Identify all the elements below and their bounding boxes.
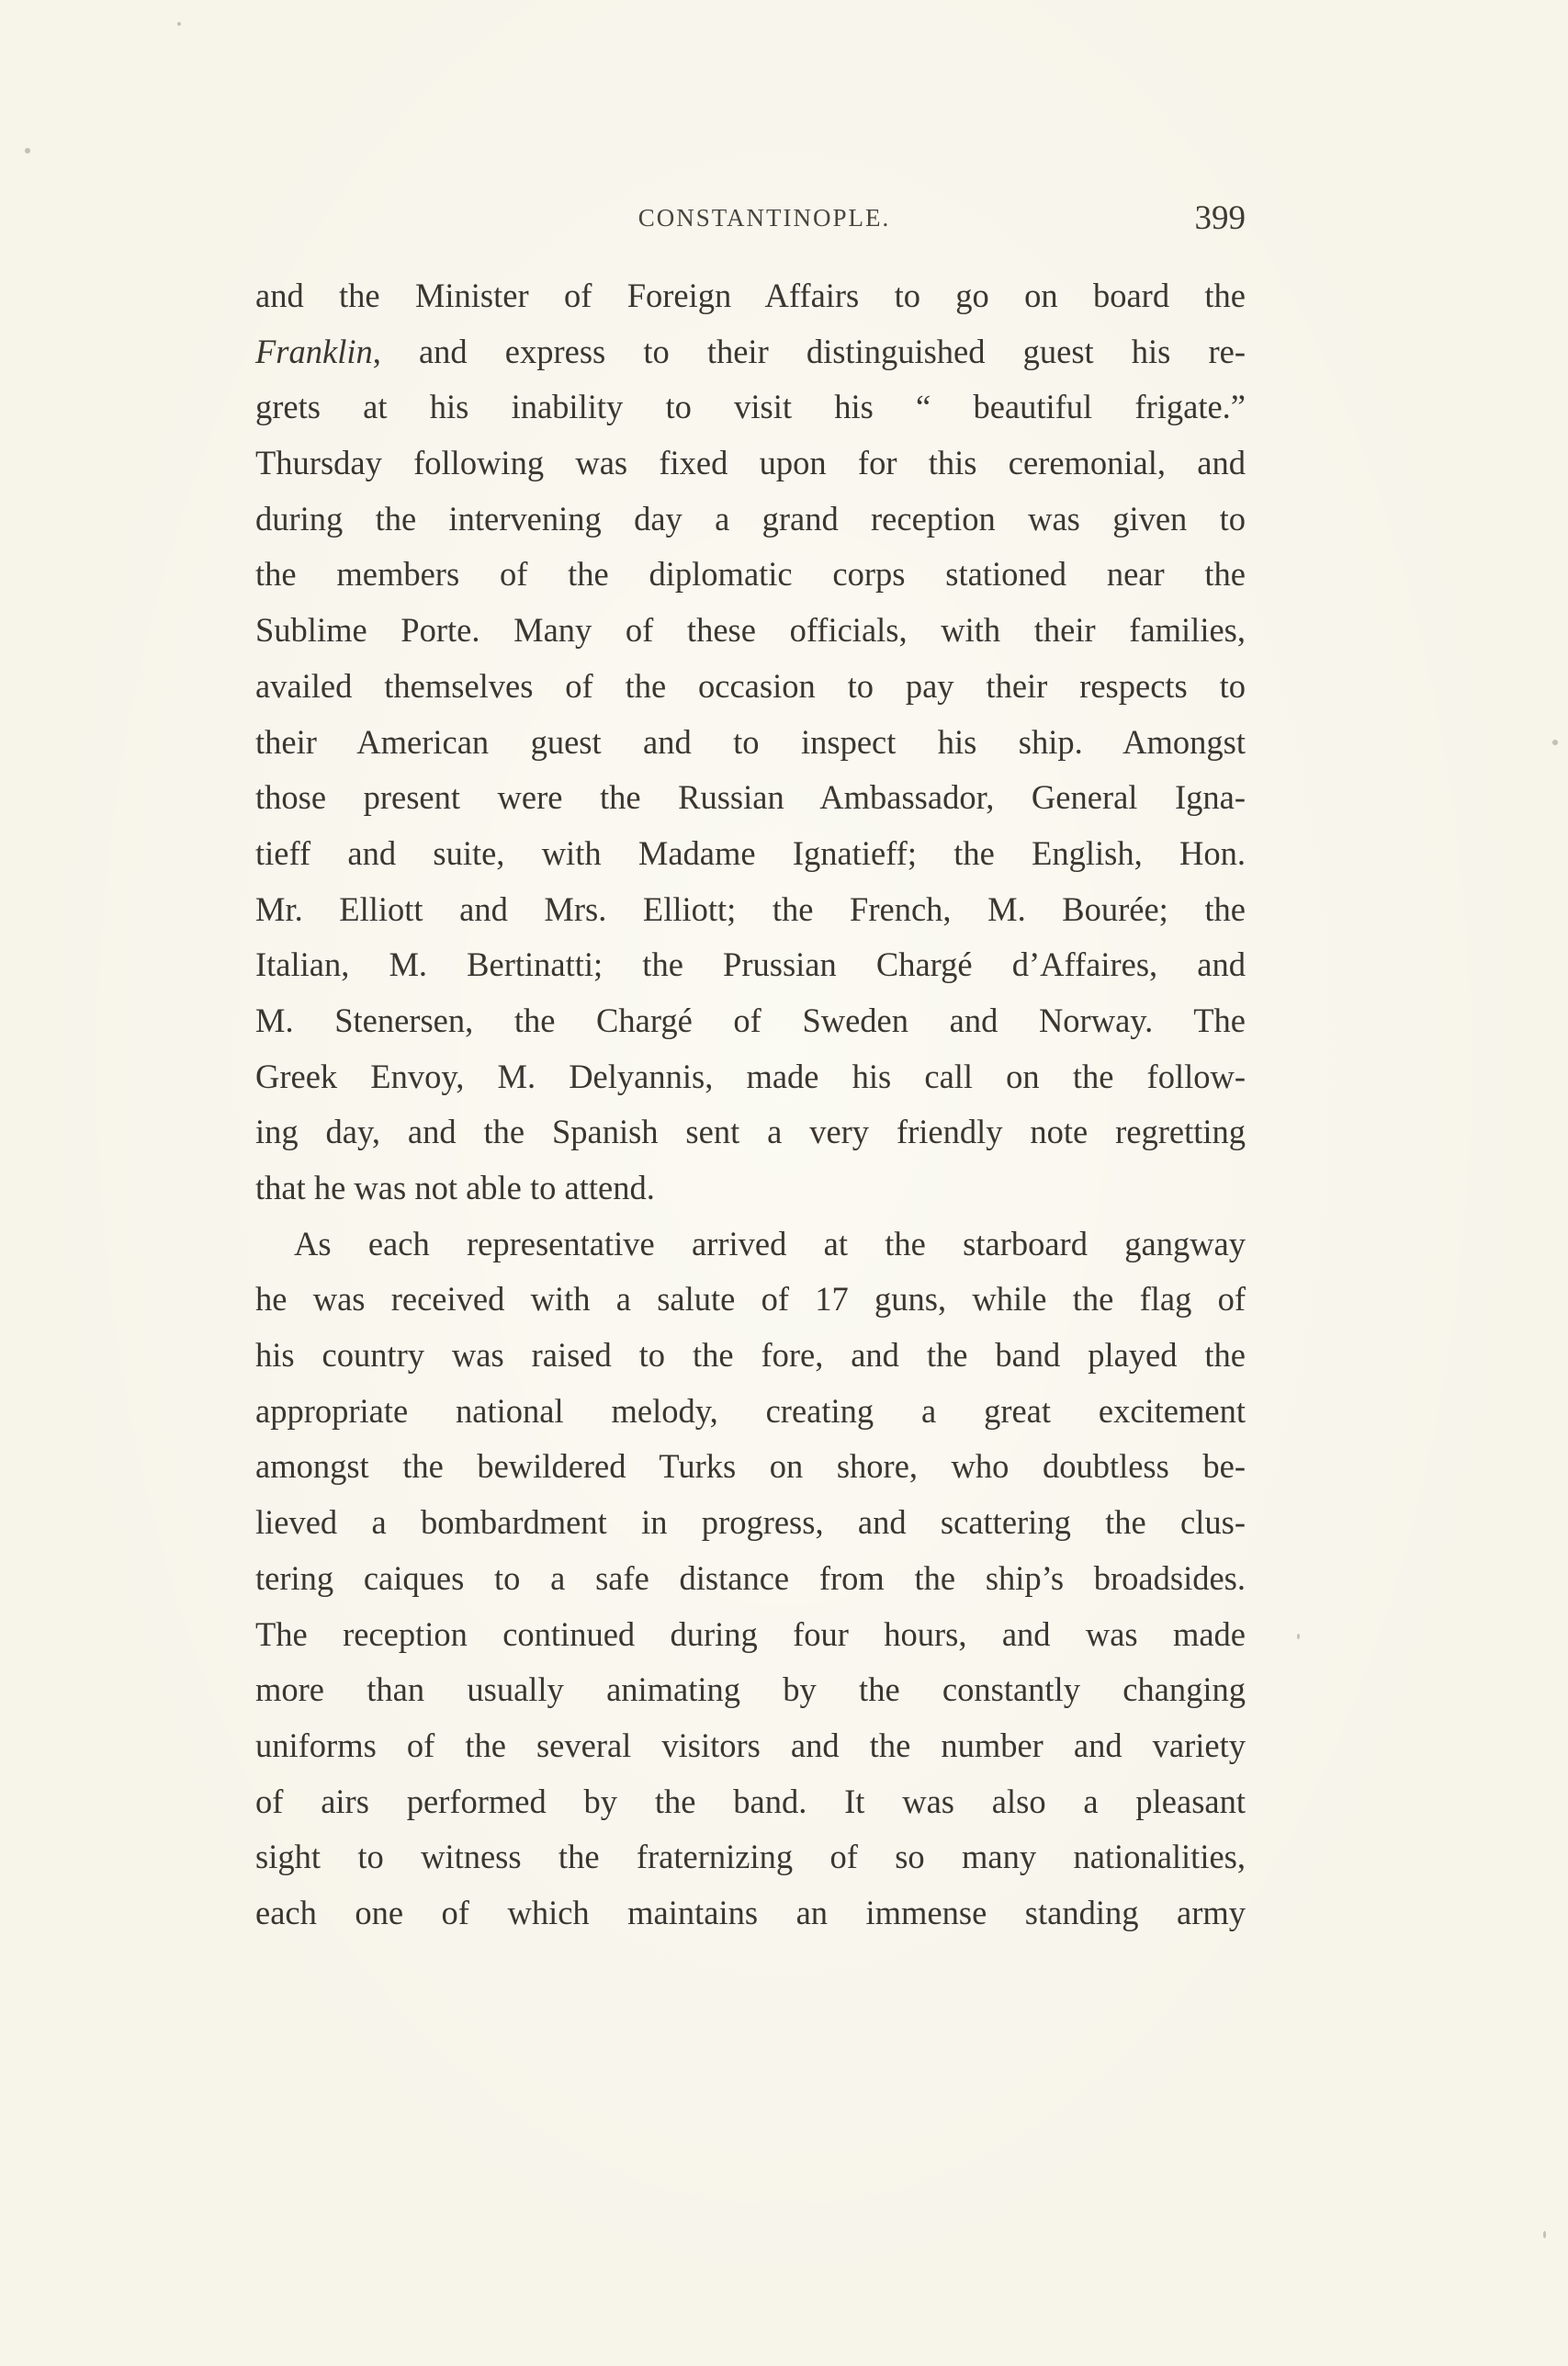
- text-line: lieved a bombardment in progress, and scattering the clus-: [255, 1503, 1246, 1542]
- text-line: availed themselves of the occasion to pay their respects to: [255, 666, 1246, 705]
- page-number: 399: [1194, 199, 1246, 237]
- text-line: each one of which maintains an immense standing army: [255, 1893, 1246, 1931]
- text-line: their American guest and to inspect his ship. Amongst: [255, 722, 1246, 761]
- text-line: those present were the Russian Ambassador, General Igna-: [255, 778, 1246, 817]
- text-line: Greek Envoy, M. Delyannis, made his call on the follow-: [255, 1057, 1246, 1095]
- text-line: his country was raised to the fore, and the band played the: [255, 1336, 1246, 1375]
- text-line: during the intervening day a grand reception was given to: [255, 499, 1246, 538]
- running-head: [255, 199, 1246, 250]
- text-line: more than usually animating by the constantly changing: [255, 1670, 1246, 1709]
- text-line: Thursday following was fixed upon for this ceremonial, and: [255, 444, 1246, 482]
- paper-speck: [25, 148, 30, 153]
- text-line: of airs performed by the band. It was also a pleasant: [255, 1782, 1246, 1820]
- text-line: The reception continued during four hours, and was made: [255, 1614, 1246, 1653]
- text-line: the members of the diplomatic corps stationed near the: [255, 555, 1246, 594]
- text-line: Mr. Elliott and Mrs. Elliott; the French, M. Bourée; the: [255, 889, 1246, 928]
- text-line: Franklin, and express to their distinguished guest his re-: [255, 332, 1246, 370]
- text-line: tering caiques to a safe distance from the ship’s broadsides.: [255, 1558, 1246, 1597]
- text-line: amongst the bewildered Turks on shore, who doubtless be-: [255, 1447, 1246, 1486]
- text-line: uniforms of the several visitors and the number and variety: [255, 1726, 1246, 1764]
- paragraph-end-line: that he was not able to attend.: [255, 1169, 655, 1206]
- ship-name: Franklin: [255, 332, 373, 370]
- paper-speck: [1297, 1634, 1300, 1639]
- running-title: CONSTANTINOPLE.: [637, 204, 891, 232]
- text-line: and the Minister of Foreign Affairs to go on board the: [255, 277, 1246, 314]
- text-line: grets at his inability to visit his “ beautiful frigate.”: [255, 388, 1246, 426]
- text-line: he was received with a salute of 17 guns, while the flag of: [255, 1280, 1246, 1319]
- text-line: appropriate national melody, creating a great excitement: [255, 1391, 1246, 1430]
- paragraph-start-line: As each representative arrived at the starboard gangway: [294, 1224, 1246, 1262]
- body-text: [255, 268, 1246, 1941]
- text-line: tieff and suite, with Madame Ignatieff; the English, Hon.: [255, 833, 1246, 872]
- paper-speck: [1543, 2231, 1546, 2238]
- text-line: Sublime Porte. Many of these officials, with their families,: [255, 611, 1246, 650]
- text-line: Italian, M. Bertinatti; the Prussian Chargé d’Affaires, and: [255, 945, 1246, 984]
- paper-speck: [177, 22, 181, 26]
- text-line: M. Stenersen, the Chargé of Sweden and Norway. The: [255, 1001, 1246, 1039]
- text-line: sight to witness the fraternizing of so many nationalities,: [255, 1838, 1246, 1876]
- paper-speck: [1552, 740, 1558, 745]
- text-line: ing day, and the Spanish sent a very friendly note regretting: [255, 1113, 1246, 1151]
